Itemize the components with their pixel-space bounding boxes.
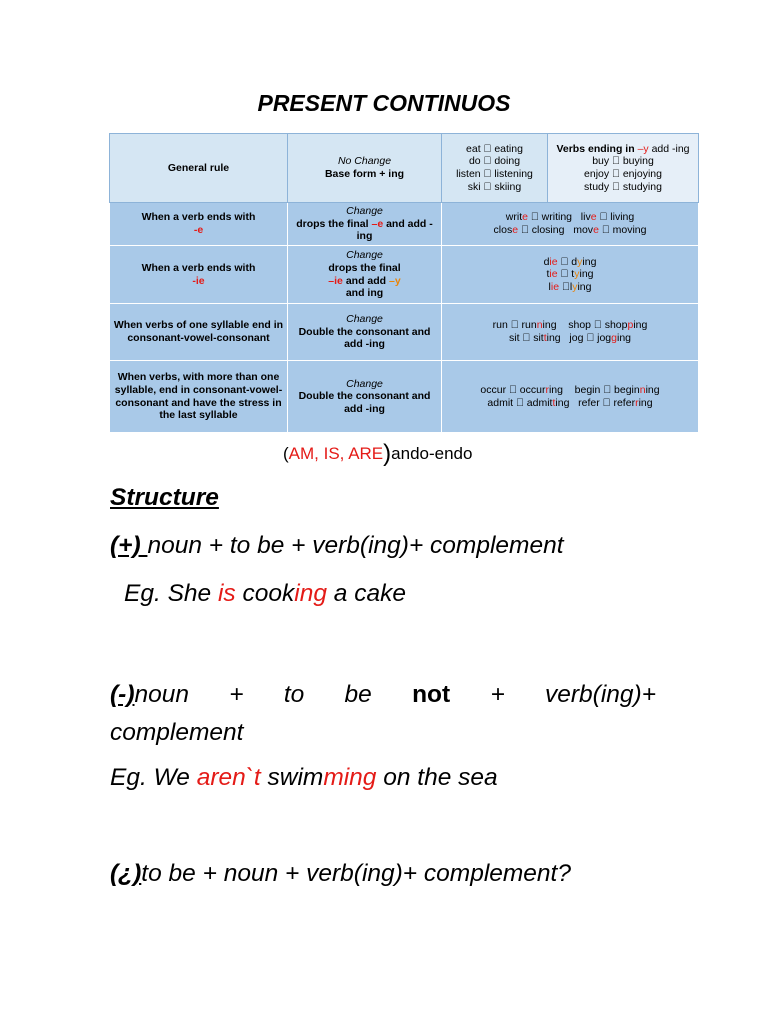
change-one-syllable-cell: Change Double the consonant and add -ing [288, 304, 442, 361]
general-examples-cell: eat   eating do   doing listen   listening ski   skiing [442, 134, 548, 203]
no-change-cell: No Change Base form + ing [288, 134, 442, 203]
examples-e-cell: write   writing live   living close   closing move   moving [442, 203, 699, 246]
general-rule-cell: General rule [110, 134, 288, 203]
rule-one-syllable-cell: When verbs of one syllable end in consonant-vowel-consonant [110, 304, 288, 361]
table-row-multi-syllable [110, 361, 699, 433]
table-row-e [110, 203, 699, 246]
examples-one-syllable-cell: run   running shop   shopping sit   sitting jog   jogging [442, 304, 699, 361]
table-row-general [110, 134, 699, 203]
negative-structure: (-)noun + to be not + verb(ing)+ complement [110, 681, 656, 746]
page-title: PRESENT CONTINUOS [257, 90, 511, 116]
structure-heading: Structure [110, 484, 219, 511]
rule-multi-syllable-cell: When verbs, with more than one syllable, end in consonant-vowel- consonant and have the stress in the last syllable [110, 361, 288, 433]
positive-example: Eg. She is cooking a cake [124, 580, 406, 607]
question-structure: (¿)to be + noun + verb(ing)+ complement? [110, 860, 571, 887]
rule-e-cell: When a verb ends with -e [110, 203, 288, 246]
y-ending-cell: Verbs ending in –y add -ing buy   buying enjoy   enjoying study   studying [548, 134, 699, 203]
change-e-cell: Change drops the final –e and add -ing [288, 203, 442, 246]
table-row-one-syllable [110, 304, 699, 361]
negative-example: Eg. We aren`t swimming on the sea [110, 764, 498, 791]
auxiliary-note: (AM, IS, ARE)ando-endo [283, 440, 473, 467]
examples-multi-syllable-cell: occur   occurring begin   beginning admit   admitting refer   referring [442, 361, 699, 433]
change-multi-syllable-cell: Change Double the consonant and add -ing [288, 361, 442, 433]
rule-ie-cell: When a verb ends with -ie [110, 246, 288, 304]
positive-structure: (+) noun + to be + verb(ing)+ complement [110, 532, 564, 559]
examples-ie-cell: die   dying tie   tying lie  lying [442, 246, 699, 304]
change-ie-cell: Change drops the final –ie and add –y and ing [288, 246, 442, 304]
spelling-rules-table [109, 133, 699, 433]
table-row-ie [110, 246, 699, 304]
